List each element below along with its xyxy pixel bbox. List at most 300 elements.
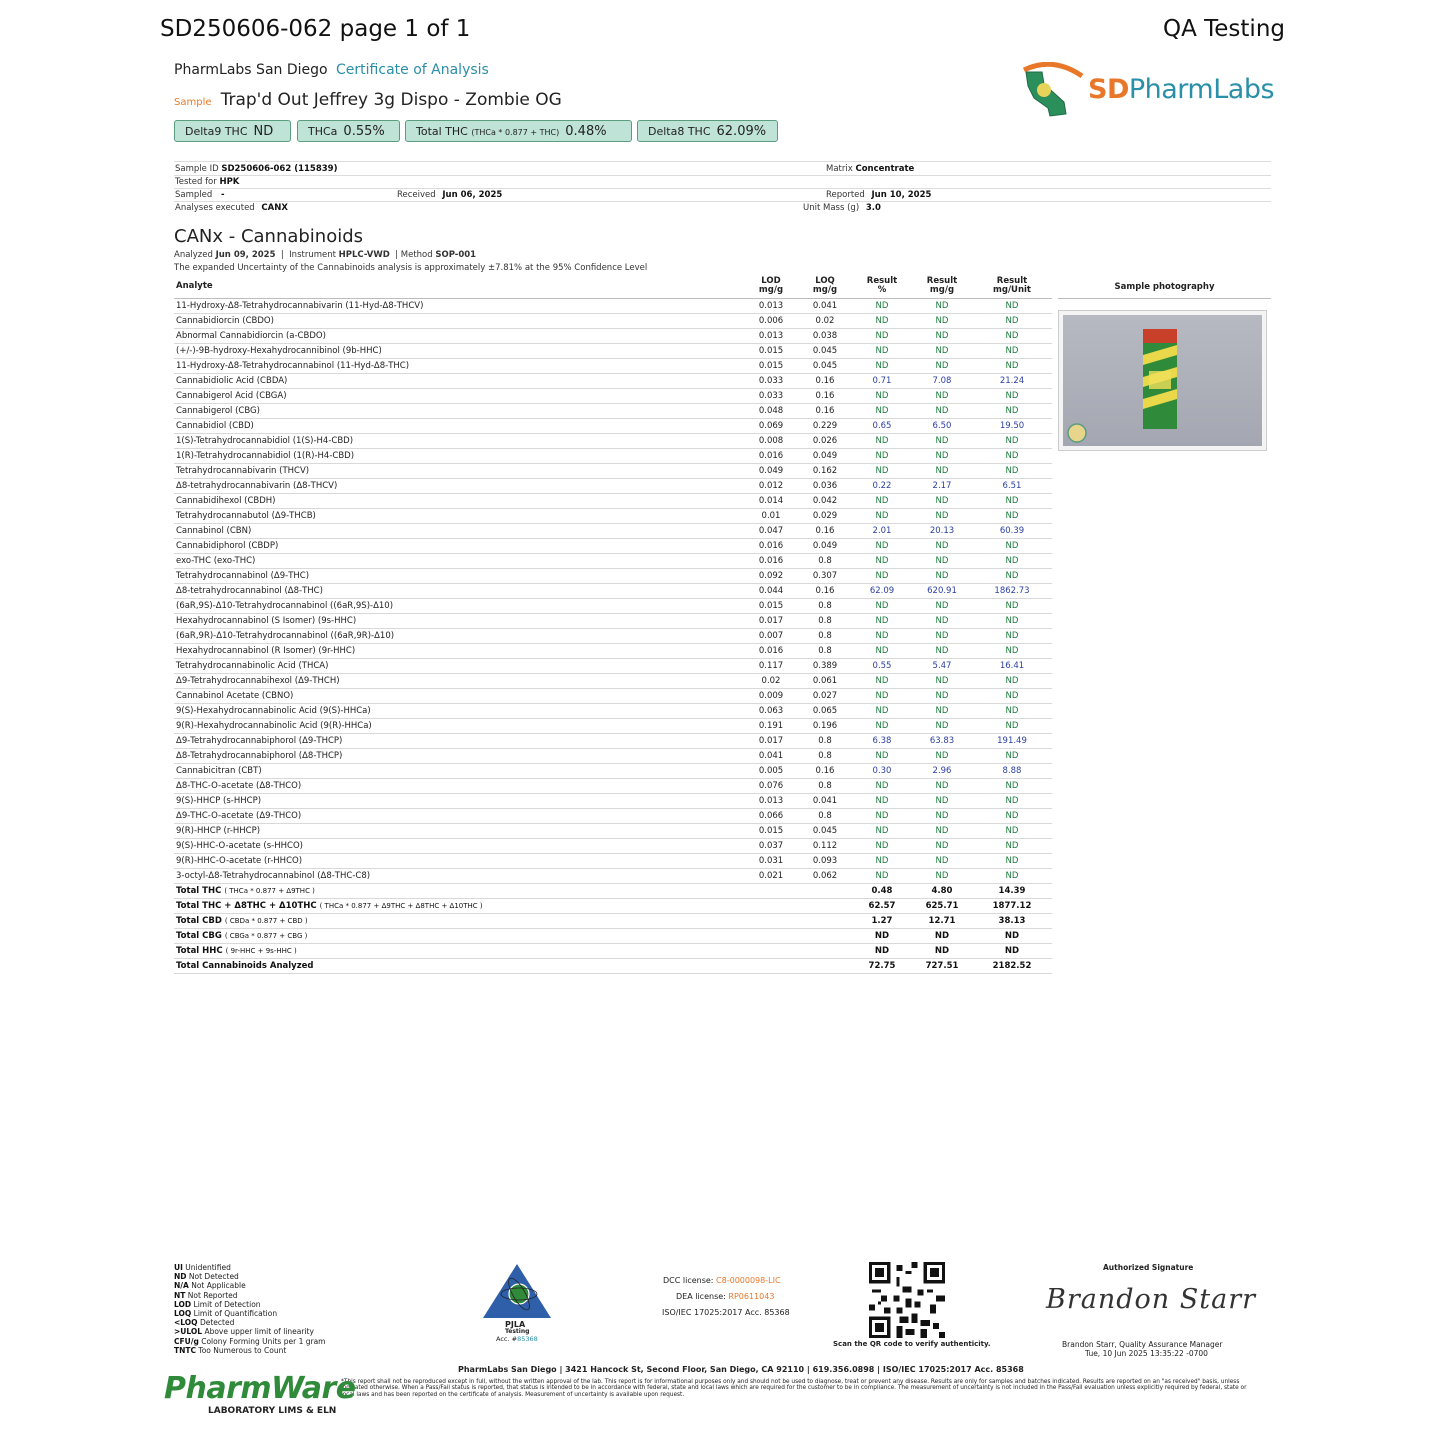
qr-caption: Scan the QR code to verify authenticity. xyxy=(833,1340,991,1348)
result-mgunit-cell: 1862.73 xyxy=(972,584,1052,599)
result-mgg-cell: ND xyxy=(912,704,972,719)
legend-item: CFU/g Colony Forming Units per 1 gram xyxy=(174,1336,326,1346)
legend-item: N/A Not Applicable xyxy=(174,1281,246,1291)
lod-cell: 0.037 xyxy=(744,839,798,854)
lod-cell: 0.015 xyxy=(744,599,798,614)
result-mgunit-cell: ND xyxy=(972,689,1052,704)
table-row xyxy=(174,674,1052,689)
pill-label: Delta8 THC xyxy=(648,125,711,138)
result-mgg-cell: ND xyxy=(912,329,972,344)
loq-cell: 0.389 xyxy=(798,659,852,674)
analyte-cell: 1(R)-Tetrahydrocannabidiol (1(R)-H4-CBD) xyxy=(174,449,744,464)
sample-photo-header: Sample photography xyxy=(1058,274,1271,299)
lod-cell: 0.044 xyxy=(744,584,798,599)
analyte-cell: (6aR,9R)-Δ10-Tetrahydrocannabinol ((6aR,9R)-Δ10) xyxy=(174,629,744,644)
lod-cell: 0.012 xyxy=(744,479,798,494)
result-mgunit-cell: ND xyxy=(972,824,1052,839)
signer-name: Brandon Starr, Quality Assurance Manager xyxy=(1062,1340,1223,1349)
loq-cell: 0.307 xyxy=(798,569,852,584)
table-row xyxy=(174,509,1052,524)
table-row xyxy=(174,479,1052,494)
result-mgg-cell: ND xyxy=(912,554,972,569)
result-pct-cell: 6.38 xyxy=(852,734,912,749)
loq-cell: 0.093 xyxy=(798,854,852,869)
california-map-icon xyxy=(1020,62,1086,120)
analyte-cell: Cannabigerol (CBG) xyxy=(174,404,744,419)
result-mgg-cell: ND xyxy=(912,449,972,464)
loq-cell: 0.8 xyxy=(798,614,852,629)
table-row xyxy=(174,449,1052,464)
lod-cell xyxy=(744,884,798,899)
loq-cell: 0.041 xyxy=(798,794,852,809)
result-pct-cell: ND xyxy=(852,359,912,374)
result-pct-cell: ND xyxy=(852,569,912,584)
product-box-image xyxy=(1063,315,1262,446)
loq-cell xyxy=(798,959,852,974)
total-label-cell: Total HHC ( 9r-HHC + 9s-HHC ) xyxy=(174,944,744,959)
result-mgunit-cell: 1877.12 xyxy=(972,899,1052,914)
loq-cell: 0.16 xyxy=(798,374,852,389)
lod-cell: 0.063 xyxy=(744,704,798,719)
result-mgunit-cell: ND xyxy=(972,809,1052,824)
lod-cell: 0.076 xyxy=(744,779,798,794)
total-label-cell: Total Cannabinoids Analyzed xyxy=(174,959,744,974)
result-mgunit-cell: ND xyxy=(972,854,1052,869)
loq-cell: 0.045 xyxy=(798,344,852,359)
table-row xyxy=(174,599,1052,614)
analyte-cell: 9(R)-HHCP (r-HHCP) xyxy=(174,824,744,839)
result-mgg-cell: ND xyxy=(912,644,972,659)
result-pct-cell: ND xyxy=(852,719,912,734)
total-label-cell: Total THC + Δ8THC + Δ10THC ( THCa * 0.877 + Δ9THC + Δ8THC + Δ10THC ) xyxy=(174,899,744,914)
pill-delta8-thc xyxy=(637,120,778,142)
result-mgg-cell: ND xyxy=(912,629,972,644)
result-pct-cell: 0.71 xyxy=(852,374,912,389)
lod-cell: 0.016 xyxy=(744,449,798,464)
result-pct-cell: 0.65 xyxy=(852,419,912,434)
results-table xyxy=(174,274,1052,974)
result-pct-cell: 0.30 xyxy=(852,764,912,779)
loq-cell: 0.038 xyxy=(798,329,852,344)
total-label-cell: Total CBG ( CBGa * 0.877 + CBG ) xyxy=(174,929,744,944)
loq-cell xyxy=(798,929,852,944)
legend-item: LOQ Limit of Quantification xyxy=(174,1309,278,1319)
col-result-mgunit: Result mg/Unit xyxy=(972,274,1052,299)
analysis-meta: Analyzed Jun 09, 2025 | Instrument HPLC-VWD | Method SOP-001 xyxy=(174,250,477,260)
analyte-cell: Cannabinol (CBN) xyxy=(174,524,744,539)
result-mgg-cell: ND xyxy=(912,509,972,524)
analyses-field: Analyses executed CANX xyxy=(175,203,288,213)
total-row xyxy=(174,929,1052,944)
lod-cell: 0.092 xyxy=(744,569,798,584)
result-mgunit-cell: 38.13 xyxy=(972,914,1052,929)
analyte-cell: Δ9-Tetrahydrocannabiphorol (Δ9-THCP) xyxy=(174,734,744,749)
tested-for-field: Tested for HPK xyxy=(175,177,240,187)
pharmware-logo: PharmWare LABORATORY LIMS & ELN xyxy=(164,1371,356,1416)
pill-value: 0.55% xyxy=(343,124,385,139)
loq-cell: 0.065 xyxy=(798,704,852,719)
legend-item: >ULOL Above upper limit of linearity xyxy=(174,1327,314,1337)
result-pct-cell: ND xyxy=(852,854,912,869)
result-pct-cell: ND xyxy=(852,464,912,479)
lod-cell: 0.015 xyxy=(744,344,798,359)
table-row xyxy=(174,719,1052,734)
lod-cell: 0.005 xyxy=(744,764,798,779)
analyte-cell: Cannabidiol (CBD) xyxy=(174,419,744,434)
loq-cell: 0.042 xyxy=(798,494,852,509)
received-field: Received Jun 06, 2025 xyxy=(397,190,503,200)
lod-cell: 0.013 xyxy=(744,794,798,809)
analyte-cell: Tetrahydrocannabinol (Δ9-THC) xyxy=(174,569,744,584)
table-row xyxy=(174,629,1052,644)
result-pct-cell: ND xyxy=(852,434,912,449)
table-row xyxy=(174,689,1052,704)
result-pct-cell: 2.01 xyxy=(852,524,912,539)
col-loq: LOQ mg/g xyxy=(798,274,852,299)
lod-cell: 0.006 xyxy=(744,314,798,329)
loq-cell: 0.8 xyxy=(798,809,852,824)
legend-item: NT Not Reported xyxy=(174,1290,238,1300)
lod-cell xyxy=(744,899,798,914)
analyte-cell: (+/-)-9B-hydroxy-Hexahydrocannibinol (9b-HHC) xyxy=(174,344,744,359)
authorized-signature-label: Authorized Signature xyxy=(1103,1263,1194,1272)
qr-code-icon[interactable] xyxy=(869,1262,945,1338)
analyte-cell: Tetrahydrocannabivarin (THCV) xyxy=(174,464,744,479)
sample-id-field: Sample ID SD250606-062 (115839) xyxy=(175,164,338,174)
lod-cell: 0.066 xyxy=(744,809,798,824)
lod-cell: 0.016 xyxy=(744,554,798,569)
total-row xyxy=(174,944,1052,959)
analyte-cell: Cannabidihexol (CBDH) xyxy=(174,494,744,509)
lod-cell: 0.047 xyxy=(744,524,798,539)
analyte-cell: Hexahydrocannabinol (S Isomer) (9s-HHC) xyxy=(174,614,744,629)
result-mgg-cell: ND xyxy=(912,944,972,959)
table-row xyxy=(174,374,1052,389)
result-pct-cell: ND xyxy=(852,554,912,569)
loq-cell: 0.16 xyxy=(798,584,852,599)
table-row xyxy=(174,644,1052,659)
table-row xyxy=(174,404,1052,419)
table-row xyxy=(174,299,1052,314)
result-mgunit-cell: 8.88 xyxy=(972,764,1052,779)
signature: Brandon Starr xyxy=(1046,1284,1257,1315)
result-mgunit-cell: ND xyxy=(972,929,1052,944)
result-mgg-cell: ND xyxy=(912,539,972,554)
result-mgunit-cell: ND xyxy=(972,704,1052,719)
result-mgunit-cell: 14.39 xyxy=(972,884,1052,899)
document-id: SD250606-062 page 1 of 1 xyxy=(160,16,471,42)
result-pct-cell: ND xyxy=(852,539,912,554)
result-mgunit-cell: ND xyxy=(972,329,1052,344)
table-row xyxy=(174,554,1052,569)
result-pct-cell: ND xyxy=(852,689,912,704)
loq-cell: 0.049 xyxy=(798,449,852,464)
analyte-cell: Δ9-THC-O-acetate (Δ9-THCO) xyxy=(174,809,744,824)
table-row xyxy=(174,734,1052,749)
loq-cell: 0.049 xyxy=(798,539,852,554)
result-pct-cell: ND xyxy=(852,704,912,719)
abbreviation-legend xyxy=(174,1263,325,1355)
loq-cell: 0.162 xyxy=(798,464,852,479)
result-mgg-cell: ND xyxy=(912,314,972,329)
result-pct-cell: ND xyxy=(852,749,912,764)
table-row xyxy=(174,794,1052,809)
lod-cell: 0.02 xyxy=(744,674,798,689)
sample-photo xyxy=(1058,310,1267,451)
result-pct-cell: ND xyxy=(852,329,912,344)
loq-cell xyxy=(798,914,852,929)
loq-cell: 0.045 xyxy=(798,359,852,374)
table-row xyxy=(174,419,1052,434)
analyte-cell: 11-Hydroxy-Δ8-Tetrahydrocannabinol (11-Hyd-Δ8-THC) xyxy=(174,359,744,374)
matrix-field: Matrix Concentrate xyxy=(826,164,915,174)
table-row xyxy=(174,314,1052,329)
total-row xyxy=(174,914,1052,929)
result-mgg-cell: ND xyxy=(912,389,972,404)
result-mgg-cell: ND xyxy=(912,344,972,359)
lod-cell: 0.191 xyxy=(744,719,798,734)
pjla-accreditation: Acc. #85368 xyxy=(496,1335,538,1343)
result-pct-cell: 0.22 xyxy=(852,479,912,494)
result-mgunit-cell: ND xyxy=(972,389,1052,404)
result-pct-cell: ND xyxy=(852,824,912,839)
result-mgunit-cell: ND xyxy=(972,794,1052,809)
result-mgunit-cell: ND xyxy=(972,779,1052,794)
result-mgg-cell: ND xyxy=(912,494,972,509)
lod-cell: 0.069 xyxy=(744,419,798,434)
table-row xyxy=(174,809,1052,824)
result-pct-cell: ND xyxy=(852,839,912,854)
lod-cell: 0.009 xyxy=(744,689,798,704)
sample-line xyxy=(174,90,562,110)
result-mgg-cell: ND xyxy=(912,824,972,839)
pill-label: THCa xyxy=(308,125,338,138)
lod-cell xyxy=(744,959,798,974)
result-mgg-cell: 12.71 xyxy=(912,914,972,929)
lod-cell: 0.048 xyxy=(744,404,798,419)
result-mgg-cell: ND xyxy=(912,794,972,809)
col-result-mgg: Result mg/g xyxy=(912,274,972,299)
result-mgg-cell: 7.08 xyxy=(912,374,972,389)
analyte-cell: Cannabidiolic Acid (CBDA) xyxy=(174,374,744,389)
result-mgunit-cell: ND xyxy=(972,749,1052,764)
lod-cell: 0.01 xyxy=(744,509,798,524)
result-mgunit-cell: ND xyxy=(972,404,1052,419)
result-mgunit-cell: 6.51 xyxy=(972,479,1052,494)
result-mgg-cell: ND xyxy=(912,719,972,734)
sample-label: Sample xyxy=(174,97,212,108)
analyte-cell: 9(S)-Hexahydrocannabinolic Acid (9(S)-HHCa) xyxy=(174,704,744,719)
loq-cell: 0.062 xyxy=(798,869,852,884)
analyte-cell: Tetrahydrocannabutol (Δ9-THCB) xyxy=(174,509,744,524)
result-mgunit-cell: ND xyxy=(972,359,1052,374)
analyte-cell: 9(S)-HHCP (s-HHCP) xyxy=(174,794,744,809)
loq-cell xyxy=(798,899,852,914)
pill-label: Total THC xyxy=(416,125,468,138)
loq-cell: 0.8 xyxy=(798,599,852,614)
table-row xyxy=(174,494,1052,509)
result-mgunit-cell: ND xyxy=(972,464,1052,479)
loq-cell: 0.8 xyxy=(798,749,852,764)
analyte-cell: Δ9-Tetrahydrocannabihexol (Δ9-THCH) xyxy=(174,674,744,689)
loq-cell: 0.027 xyxy=(798,689,852,704)
qa-testing-label: QA Testing xyxy=(1162,16,1285,42)
pill-label: Delta9 THC xyxy=(185,125,248,138)
table-row xyxy=(174,434,1052,449)
table-row xyxy=(174,359,1052,374)
loq-cell: 0.8 xyxy=(798,779,852,794)
result-mgg-cell: 4.80 xyxy=(912,884,972,899)
lod-cell: 0.017 xyxy=(744,614,798,629)
uncertainty-note: The expanded Uncertainty of the Cannabinoids analysis is approximately ±7.81% at the 95% Confidence Level xyxy=(174,263,648,273)
result-mgunit-cell: ND xyxy=(972,314,1052,329)
sampled-field: Sampled - xyxy=(175,190,225,200)
result-pct-cell: ND xyxy=(852,314,912,329)
analyte-cell: Cannabidiphorol (CBDP) xyxy=(174,539,744,554)
result-pct-cell: ND xyxy=(852,344,912,359)
result-mgg-cell: ND xyxy=(912,869,972,884)
legend-item: <LOQ Detected xyxy=(174,1318,235,1328)
lod-cell: 0.007 xyxy=(744,629,798,644)
result-mgg-cell: 2.96 xyxy=(912,764,972,779)
result-mgunit-cell: 191.49 xyxy=(972,734,1052,749)
table-row xyxy=(174,659,1052,674)
table-row xyxy=(174,614,1052,629)
result-mgg-cell: ND xyxy=(912,614,972,629)
result-mgg-cell: 625.71 xyxy=(912,899,972,914)
result-pct-cell: ND xyxy=(852,389,912,404)
pill-value: ND xyxy=(253,124,274,139)
pjla-label: PJLA xyxy=(505,1320,526,1329)
table-row xyxy=(174,569,1052,584)
analyte-cell: Δ8-Tetrahydrocannabiphorol (Δ8-THCP) xyxy=(174,749,744,764)
result-mgunit-cell: ND xyxy=(972,674,1052,689)
result-mgg-cell: 5.47 xyxy=(912,659,972,674)
loq-cell: 0.036 xyxy=(798,479,852,494)
table-row xyxy=(174,749,1052,764)
analyte-cell: Cannabicitran (CBT) xyxy=(174,764,744,779)
pill-thca xyxy=(297,120,400,142)
result-pct-cell: ND xyxy=(852,644,912,659)
sample-name: Trap'd Out Jeffrey 3g Dispo - Zombie OG xyxy=(220,90,562,110)
analyte-cell: Abnormal Cannabidiorcin (a-CBDO) xyxy=(174,329,744,344)
result-mgunit-cell: ND xyxy=(972,599,1052,614)
coa-title: Certificate of Analysis xyxy=(336,62,489,78)
result-pct-cell: ND xyxy=(852,299,912,314)
result-pct-cell: 62.57 xyxy=(852,899,912,914)
lod-cell: 0.015 xyxy=(744,359,798,374)
result-pct-cell: ND xyxy=(852,509,912,524)
result-pct-cell: ND xyxy=(852,779,912,794)
result-mgg-cell: ND xyxy=(912,599,972,614)
legend-item: ND Not Detected xyxy=(174,1272,239,1282)
analyte-cell: 9(R)-HHC-O-acetate (r-HHCO) xyxy=(174,854,744,869)
result-mgg-cell: 2.17 xyxy=(912,479,972,494)
result-mgg-cell: ND xyxy=(912,779,972,794)
unit-mass-field: Unit Mass (g) 3.0 xyxy=(803,203,881,213)
loq-cell xyxy=(798,944,852,959)
result-mgg-cell: ND xyxy=(912,929,972,944)
total-row xyxy=(174,959,1052,974)
result-pct-cell: 62.09 xyxy=(852,584,912,599)
result-mgunit-cell: ND xyxy=(972,944,1052,959)
pjla-logo-icon xyxy=(481,1262,553,1320)
loq-cell: 0.026 xyxy=(798,434,852,449)
loq-cell: 0.8 xyxy=(798,554,852,569)
analyte-cell: 1(S)-Tetrahydrocannabidiol (1(S)-H4-CBD) xyxy=(174,434,744,449)
result-mgg-cell: ND xyxy=(912,569,972,584)
result-pct-cell: ND xyxy=(852,944,912,959)
sdpharmlabs-logo xyxy=(1020,62,1275,120)
result-mgg-cell: ND xyxy=(912,404,972,419)
table-row xyxy=(174,524,1052,539)
table-row xyxy=(174,854,1052,869)
lod-cell: 0.033 xyxy=(744,389,798,404)
lod-cell: 0.033 xyxy=(744,374,798,389)
table-row xyxy=(174,464,1052,479)
result-mgunit-cell: 16.41 xyxy=(972,659,1052,674)
loq-cell: 0.196 xyxy=(798,719,852,734)
dea-license: DEA license: RP0611043 xyxy=(676,1292,775,1301)
lab-address: PharmLabs San Diego | 3421 Hancock St, Second Floor, San Diego, CA 92110 | 619.356.0898 | ISO/IEC 17025:2017 Acc. 85368 xyxy=(458,1365,1024,1374)
lod-cell: 0.117 xyxy=(744,659,798,674)
table-row xyxy=(174,764,1052,779)
loq-cell: 0.041 xyxy=(798,299,852,314)
pjla-testing: Testing xyxy=(505,1328,530,1335)
pill-total-thc xyxy=(405,120,632,142)
loq-cell: 0.02 xyxy=(798,314,852,329)
result-mgg-cell: 20.13 xyxy=(912,524,972,539)
result-mgg-cell: 63.83 xyxy=(912,734,972,749)
result-pct-cell: ND xyxy=(852,869,912,884)
lab-name: PharmLabs San Diego xyxy=(174,62,328,78)
analyte-cell: Δ8-tetrahydrocannabivarin (Δ8-THCV) xyxy=(174,479,744,494)
table-row xyxy=(174,389,1052,404)
analyte-cell: (6aR,9S)-Δ10-Tetrahydrocannabinol ((6aR,9S)-Δ10) xyxy=(174,599,744,614)
col-lod: LOD mg/g xyxy=(744,274,798,299)
table-row xyxy=(174,704,1052,719)
analyte-cell: Δ8-tetrahydrocannabinol (Δ8-THC) xyxy=(174,584,744,599)
total-label-cell: Total THC ( THCa * 0.877 + Δ9THC ) xyxy=(174,884,744,899)
loq-cell: 0.045 xyxy=(798,824,852,839)
lod-cell: 0.016 xyxy=(744,539,798,554)
analyte-cell: Cannabidiorcin (CBDO) xyxy=(174,314,744,329)
legend-item: TNTC Too Numerous to Count xyxy=(174,1345,287,1355)
table-row xyxy=(174,329,1052,344)
lod-cell: 0.021 xyxy=(744,869,798,884)
result-pct-cell: 0.55 xyxy=(852,659,912,674)
result-mgunit-cell: ND xyxy=(972,434,1052,449)
result-mgg-cell: ND xyxy=(912,749,972,764)
loq-cell: 0.8 xyxy=(798,629,852,644)
lod-cell: 0.017 xyxy=(744,734,798,749)
table-row xyxy=(174,869,1052,884)
lod-cell: 0.016 xyxy=(744,644,798,659)
result-pct-cell: ND xyxy=(852,794,912,809)
result-mgunit-cell: ND xyxy=(972,839,1052,854)
sign-date: Tue, 10 Jun 2025 13:35:22 -0700 xyxy=(1085,1349,1208,1358)
loq-cell: 0.229 xyxy=(798,419,852,434)
loq-cell: 0.029 xyxy=(798,509,852,524)
lod-cell: 0.013 xyxy=(744,329,798,344)
lod-cell: 0.031 xyxy=(744,854,798,869)
result-pct-cell: ND xyxy=(852,809,912,824)
result-pct-cell: ND xyxy=(852,929,912,944)
result-mgg-cell: ND xyxy=(912,854,972,869)
loq-cell: 0.16 xyxy=(798,764,852,779)
loq-cell: 0.061 xyxy=(798,674,852,689)
loq-cell: 0.8 xyxy=(798,644,852,659)
